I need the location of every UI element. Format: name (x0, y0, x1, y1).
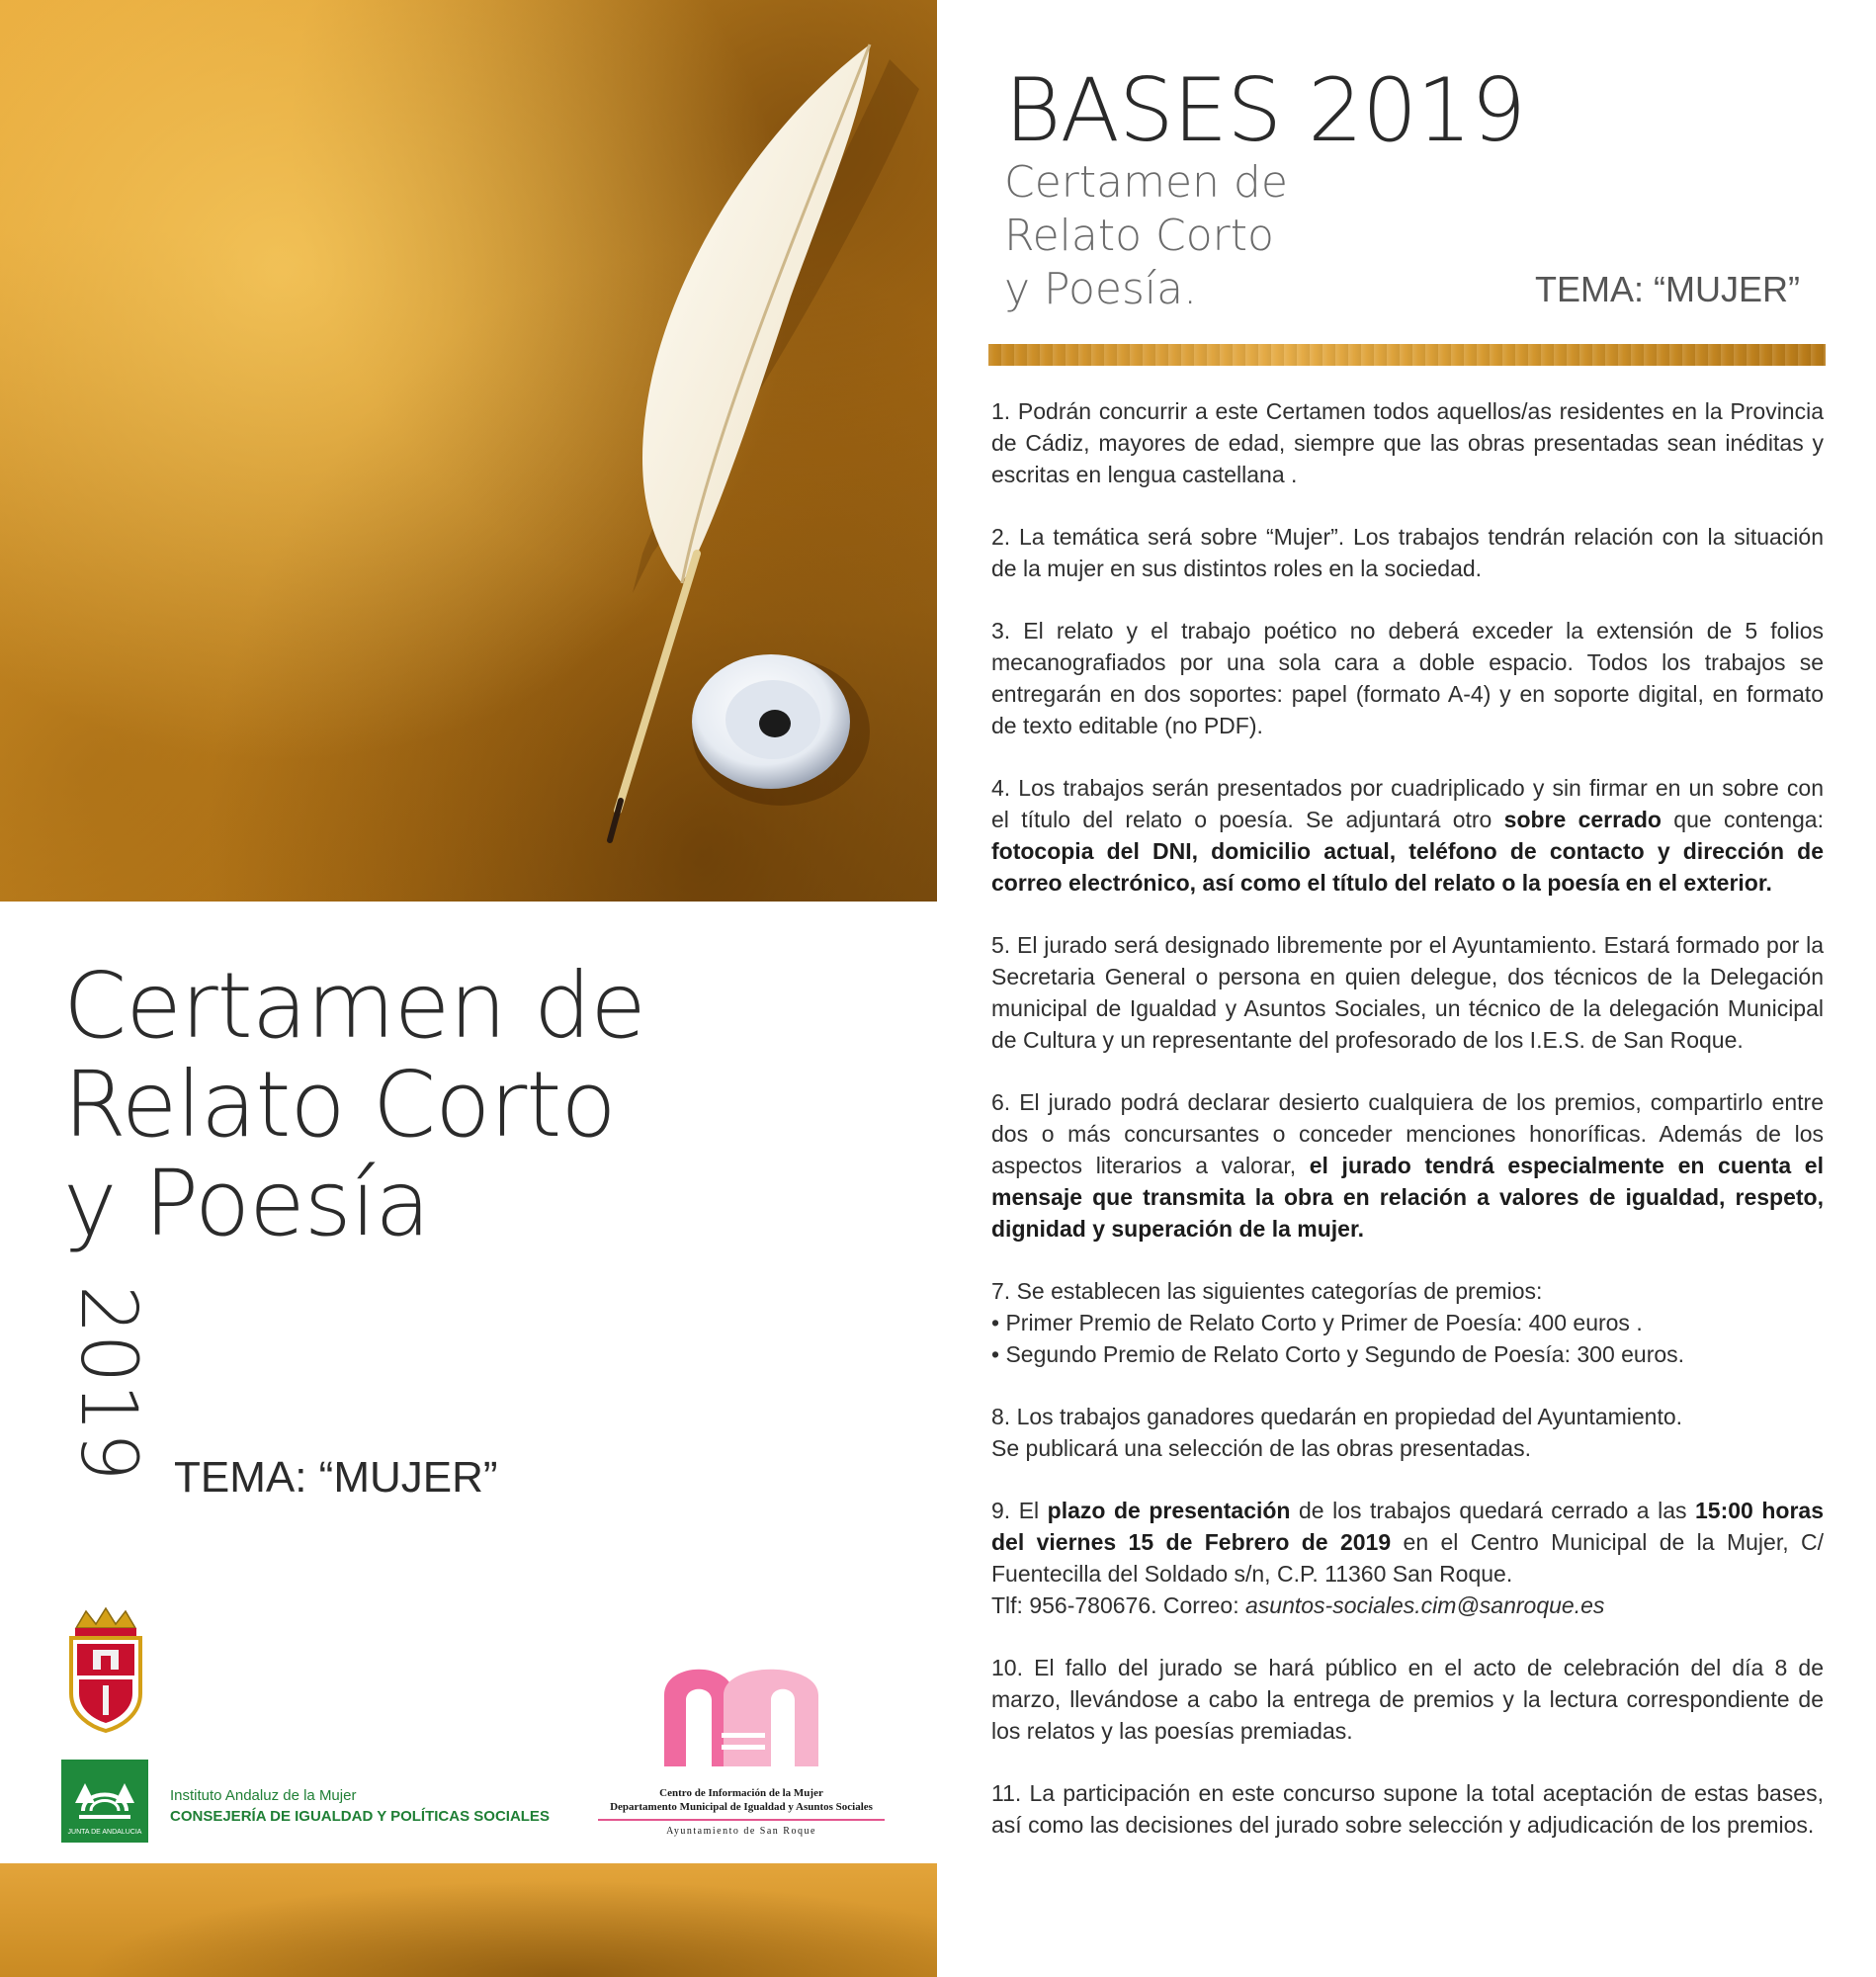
rule-4-bold-b: sobre cerrado (1503, 807, 1662, 832)
rule-10: 10. El fallo del jurado se hará público en el acto de celebración del día 8 de marzo, llevándose a cabo la entrega de premios y la lectura correspondiente de los relatos y las poesías premiadas. (991, 1655, 1824, 1744)
tema-label-left: TEMA: “MUJER” (174, 1453, 498, 1502)
gold-divider (988, 344, 1826, 366)
rule-1: 1. Podrán concurrir a este Certamen todos aquellos/as residentes en la Provincia de Cádiz, mayores de edad, siempre que las obras presentadas sean inéditas y escritas en lengua castellana . (991, 398, 1824, 487)
rule-6 (991, 1086, 1824, 1245)
bases-subtitle-line-1: Certamen de (1004, 157, 1288, 208)
cim-caption-line-2: Departamento Municipal de Igualdad y Asuntos Sociales (610, 1801, 873, 1813)
junta-caption-line-2: CONSEJERÍA DE IGUALDAD Y POLÍTICAS SOCIALES (170, 1808, 550, 1825)
rule-4-text-c: que contenga: (1661, 807, 1824, 832)
bottom-texture-strip (0, 1863, 937, 1977)
rule-9-text-f: Tlf: 956-780676. Correo: (991, 1592, 1245, 1618)
san-roque-crest-logo (61, 1606, 150, 1735)
quill-illustration (0, 0, 937, 902)
rule-7-prize-2: • Segundo Premio de Relato Corto y Segundo de Poesía: 300 euros. (991, 1341, 1685, 1367)
rule-4-bold-d: fotocopia del DNI, domicilio actual, teléfono de contacto y dirección de correo electrónico, así como el título del relato o la poesía en el exterior. (991, 838, 1824, 896)
rule-9-text-e: en el Centro Municipal de la Mujer, C/ Fuentecilla del Soldado s/n, C.P. 11360 San Roque. (991, 1529, 1824, 1587)
rule-8-line-1: 8. Los trabajos ganadores quedarán en propiedad del Ayuntamiento. (991, 1404, 1683, 1429)
bases-title: BASES 2019 (1004, 59, 1526, 161)
year-label: 2019 (63, 1285, 152, 1482)
cim-caption-divider (598, 1819, 885, 1821)
rule-6-bold-b: el jurado tendrá especialmente en cuenta el mensaje que transmita la obra en relación a valores de igualdad, respeto, dignidad y superación de la mujer. (991, 1153, 1824, 1242)
cim-logo (664, 1656, 818, 1766)
poster-title (63, 953, 645, 1256)
rule-11: 11. La participación en este concurso supone la total aceptación de estas bases, así como las decisiones del jurado sobre selección y adjudicación de los premios. (991, 1780, 1824, 1838)
contact-email[interactable]: asuntos-sociales.cim@sanroque.es (1244, 1592, 1605, 1618)
rule-5: 5. El jurado será designado libremente por el Ayuntamiento. Estará formado por la Secretaria General o persona en quien delegue, dos técnicos de la Delegación municipal de Igualdad y Asuntos Sociales, un técnico de la delegación Municipal de Cultura y un representante del profesorado de los I.E.S. de San Roque. (991, 932, 1824, 1053)
year-vertical (65, 1285, 154, 1503)
junta-badge-text: JUNTA DE ANDALUCIA (67, 1829, 142, 1836)
poster-title-line-2: Relato Corto (63, 1052, 616, 1158)
rule-2: 2. La temática será sobre “Mujer”. Los trabajos tendrán relación con la situación de la mujer en sus distintos roles en la sociedad. (991, 524, 1824, 581)
tema-label-right: TEMA: “MUJER” (1535, 269, 1800, 309)
rule-4 (991, 772, 1824, 899)
rule-8-line-2: Se publicará una selección de las obras presentadas. (991, 1435, 1531, 1461)
rule-9-bold-b: plazo de presentación (1047, 1498, 1291, 1523)
quill-photo (0, 0, 937, 902)
bases-subtitle-line-2: Relato Corto (1004, 211, 1274, 261)
bases-subtitle-line-3: y Poesía. (1004, 264, 1198, 314)
junta-andalucia-logo (61, 1760, 148, 1843)
rules-list (991, 395, 1824, 1871)
cim-caption-line-3: Ayuntamiento de San Roque (666, 1826, 816, 1837)
rule-7-prize-1: • Primer Premio de Relato Corto y Primer de Poesía: 400 euros . (991, 1310, 1643, 1335)
poster-title-line-1: Certamen de (63, 953, 645, 1059)
rule-6-text-a: 6. El jurado podrá declarar desierto cualquiera de los premios, compartirlo entre dos o más concursantes o conceder menciones honoríficas. Además de los aspectos literarios a valorar, (991, 1089, 1824, 1178)
rule-8 (991, 1401, 1824, 1464)
rule-3: 3. El relato y el trabajo poético no deberá exceder la extensión de 5 folios mecanografiados por una sola cara a doble espacio. Todos los trabajos se entregarán en dos soportes: papel (formato A-4) y en soporte digital, en formato de texto editable (no PDF). (991, 618, 1824, 738)
rule-7 (991, 1275, 1824, 1370)
rule-9-text-a: 9. El (991, 1498, 1048, 1523)
feather-shape (642, 44, 870, 583)
cim-caption (568, 1787, 914, 1837)
junta-caption-line-1: Instituto Andaluz de la Mujer (170, 1787, 357, 1804)
rule-9 (991, 1495, 1824, 1621)
poster-title-line-3: y Poesía (63, 1151, 430, 1256)
cim-caption-line-1: Centro de Información de la Mujer (659, 1787, 823, 1799)
junta-caption (170, 1787, 550, 1825)
rule-4-text-a: 4. Los trabajos serán presentados por cuadriplicado y sin firmar en un sobre con el título del relato o poesía. Se adjuntará otro (991, 775, 1824, 832)
rule-9-bold-d: 15:00 horas del viernes 15 de Febrero de 2019 (991, 1498, 1824, 1555)
rule-7-intro: 7. Se establecen las siguientes categorías de premios: (991, 1278, 1543, 1304)
bases-subtitle (1004, 156, 1288, 316)
rule-9-text-c: de los trabajos quedará cerrado a las (1290, 1498, 1696, 1523)
